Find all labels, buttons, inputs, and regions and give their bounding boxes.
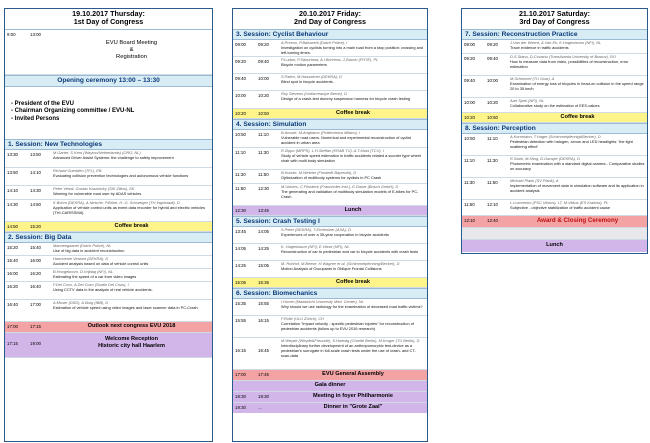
row-content — [508, 76, 647, 97]
table-row — [462, 156, 647, 178]
row-end: 16:45 — [258, 347, 269, 353]
spacer-cell — [462, 228, 647, 239]
award-end: 12:40 — [487, 217, 498, 223]
row-author: R.Zippo (MRPS), L.H.Steffan (KRAB TU), A.T.Mukt (TCU), I — [281, 147, 384, 153]
row-end: 11:30 — [487, 157, 498, 163]
break-end: 15:35 — [258, 279, 269, 285]
dinner-label: Dinner in "Grote Zaal" — [323, 403, 383, 410]
day2-header — [233, 9, 427, 29]
assembly-start: 17:00 — [235, 371, 246, 377]
row-start: 11:10 — [464, 157, 475, 163]
row-author: K.Bohm (DEKRA), A.Nesche, P.Brine, H.-G. Schweiger (TH Ingolstadt), D — [53, 199, 180, 205]
row-author: M.Unbers, C.Ptosteck (Fraunhofer-Inst.), E.Dauer (Bosch GmbH), D — [281, 183, 399, 189]
table-row — [233, 148, 427, 170]
row-end: 11:10 — [487, 135, 498, 141]
row-start: 11:50 — [464, 201, 475, 207]
row-title: Evaluating collision prevention technologies and autonomous vehicle functions — [53, 172, 189, 178]
row-title: Experiences of over a 35-year cooperation in bicycle accidents — [281, 231, 389, 237]
row-start: 16:15 — [235, 347, 246, 353]
break-label: Coffee break — [336, 109, 370, 116]
row-content — [279, 184, 427, 205]
dinner-row — [233, 403, 427, 413]
row-end: 14:50 — [30, 201, 41, 207]
break-end: 15:20 — [30, 223, 41, 229]
award-label: Award & Closing Ceremony — [536, 216, 619, 224]
day2-title: 2nd Day of Congress — [294, 17, 366, 27]
row-start: 14:30 — [7, 201, 18, 207]
row-author: Roy Stevens (Unifacreaulye Berne), D — [281, 90, 347, 96]
row-author: Richard Gueriden (TFL), EB — [53, 167, 102, 173]
row-content — [508, 134, 647, 155]
row-author: B.Hoogeboom, D.Vrijdag (NFI), NL — [53, 268, 114, 274]
welcome-item-0: - President of the EVU — [11, 100, 75, 107]
dinner-end: ... — [258, 404, 262, 410]
table-row — [233, 57, 427, 74]
row-start: 11:30 — [464, 179, 475, 185]
row-start: 10:50 — [464, 135, 475, 141]
table-row — [5, 200, 212, 222]
row-title: Vulnerable road users. Numerical and experimental reconstruction of cyclist accident in urban area — [281, 134, 412, 145]
lunch-label: Lunch — [344, 206, 362, 213]
table-row — [462, 76, 647, 98]
row-author: A.Moser (DSD), A.Burg (IBB), D — [53, 299, 109, 305]
row-title: Examination of energy loss of bicycles in head-on collision in the speed range 20 to 35 km/h — [510, 80, 644, 91]
row-start: 10:00 — [235, 92, 246, 98]
board-row — [5, 29, 212, 75]
session8-title: 8. Session: Perception — [462, 123, 647, 134]
row-content — [51, 186, 212, 199]
session6-title: 6. Session: Biomechanics — [233, 288, 427, 299]
row-title: How to measure data from video, possibilities of reconstruction, error estimation — [510, 58, 629, 69]
coffee-break-row — [5, 222, 212, 232]
row-author: M.Garter, S.Kern (Waymo/Netherlands) (ORG, NL) — [53, 149, 141, 155]
row-author: M.Weyde (Weyde&Freunde), S.Hartwig (Charité Berlin), M.Kruger (TU Berlin), D — [281, 337, 420, 343]
opening-ceremony: Opening ceremony 13:00 – 13:30 — [5, 75, 212, 87]
row-author: Mannengaanel (Dutch Police), NL — [53, 242, 112, 248]
break-label: Coffee break — [336, 278, 370, 285]
lunch-row — [233, 206, 427, 216]
row-content — [51, 269, 212, 281]
row-title: Investigation on cyclists turning into a main road from a stop position: crossing and left-turning times. — [281, 44, 424, 55]
row-title: Design of a crash-test dummy suspension harness for bicycle crash testing — [281, 95, 411, 101]
row-author: Aart Spek (NFI), NL — [510, 97, 545, 103]
session7-title: 7. Session: Reconstruction Practice — [462, 29, 647, 40]
row-start: 14:05 — [235, 245, 246, 251]
outlook-start: 17:00 — [7, 323, 18, 329]
table-row — [462, 40, 647, 54]
table-row — [233, 261, 427, 278]
row-start: 13:45 — [235, 228, 246, 234]
row-title: Why should we use radiology for the examination of deceased road traffic victims? — [281, 303, 423, 309]
row-end: 16:00 — [30, 257, 41, 263]
break-start: 15:05 — [235, 279, 246, 285]
assembly-row — [233, 370, 427, 381]
row-end: 13:50 — [30, 151, 41, 157]
table-row — [5, 282, 212, 300]
row-author: Michael Plank (SV Plank), A — [510, 177, 559, 183]
lunch-end: 13:45 — [258, 207, 269, 213]
row-end: 16:20 — [30, 270, 41, 276]
spacer-row — [462, 228, 647, 240]
row-title: Motion Analysis of Occupants in Oblique Frontal Collisions — [281, 265, 382, 271]
row-start: 09:40 — [464, 77, 475, 83]
dinner-start: 19:30 — [235, 404, 246, 410]
row-start: 14:10 — [7, 187, 18, 193]
row-title: Pedestrian detection with halogen, xenon and LED headlights: 'the light scattering effect' — [510, 138, 633, 149]
session2-title: 2. Session: Big Data — [5, 232, 212, 243]
row-title: Interdisciplinary further development of an anthropomorphic test-device as a pedestrian's surrogate in full-scale crash tests under the use of crash- and CT-scan-data — [281, 342, 416, 358]
day1-column — [4, 8, 213, 442]
day3-date: 21.10.2017 Saturday: — [518, 9, 591, 18]
session5-title: 5. Session: Crash Testing I — [233, 216, 427, 227]
row-end: 10:20 — [258, 92, 269, 98]
row-content — [508, 178, 647, 199]
row-start: 09:00 — [235, 41, 246, 47]
table-row — [5, 150, 212, 168]
reception-start: 17:15 — [7, 340, 18, 346]
row-content — [51, 243, 212, 255]
row-title: Study of vehicle speed estimation in traffic accidents related a scooter type wheel chair with multi body simulation — [281, 152, 421, 163]
table-row — [462, 200, 647, 216]
award-row — [462, 216, 647, 228]
board-start: 9:00 — [7, 31, 16, 37]
row-title: Subjective - objective stabilization of traffic accident cause — [510, 204, 611, 210]
row-author: I.Hoven (Maastricht University Med. Center), NL — [281, 298, 364, 304]
board-end: 13:00 — [30, 31, 41, 37]
row-author: Harmoenie Veasen (DEKRA), D — [53, 255, 109, 261]
row-content — [508, 54, 647, 75]
day3-header — [462, 9, 647, 29]
row-end: 15:40 — [30, 244, 41, 250]
row-start: 15:35 — [235, 300, 246, 306]
row-start: 10:50 — [235, 131, 246, 137]
row-content — [279, 148, 427, 169]
row-author: Peter Vertal, Gustav Kasanicky (SIK Zilina), SK — [53, 185, 135, 191]
table-row — [233, 130, 427, 148]
session4-title: 4. Session: Simulation — [233, 119, 427, 130]
table-row — [233, 74, 427, 91]
row-end: 09:40 — [258, 58, 269, 64]
row-title: Accident analysis based on data of vehicle control units — [53, 260, 149, 266]
row-content — [279, 227, 427, 243]
break-start: 10:20 — [235, 110, 246, 116]
row-end: 16:15 — [258, 317, 269, 323]
row-start: 15:40 — [7, 257, 18, 263]
row-title: Use of big data in accident reconstruction — [53, 247, 125, 253]
row-author: M.Schimmel (TU Graz), A — [510, 75, 555, 81]
table-row — [233, 40, 427, 57]
outlook-end: 17:15 — [30, 323, 41, 329]
row-end: 14:10 — [30, 169, 41, 175]
board-line2: & — [129, 46, 134, 53]
row-title: Estimation of vehicle speed using video images and laser scanner data in PC-Crash — [53, 304, 198, 310]
row-end: 12:30 — [258, 185, 269, 191]
row-content — [51, 282, 212, 299]
row-start: 09:40 — [235, 75, 246, 81]
welcome-list — [5, 87, 212, 139]
break-label: Coffee break — [560, 113, 595, 120]
row-author: F.Del Coco, A.Del Cozo (Studio Del Cozo), I — [53, 281, 129, 287]
outlook-label: Outlook next congress EVU 2018 — [87, 322, 176, 329]
row-content — [279, 299, 427, 315]
row-start: 11:10 — [235, 149, 246, 155]
row-end: 10:00 — [258, 75, 269, 81]
reception-cell — [51, 333, 212, 357]
reception-line2: Historic city hall Haarlem — [98, 342, 165, 349]
row-author: P.Ludan, P.Sahuriana, A.I.Borcena, J.Zobolo (FHTE), PL — [281, 56, 379, 62]
row-content — [279, 338, 427, 369]
row-content — [51, 150, 212, 167]
table-row — [5, 269, 212, 282]
row-start: 11:50 — [235, 185, 246, 191]
row-content — [508, 156, 647, 177]
day3-title: 3rd Day of Congress — [519, 17, 590, 27]
row-start: 09:00 — [464, 41, 475, 47]
coffee-break-row — [462, 113, 647, 123]
break-end: 10:50 — [487, 114, 498, 120]
day1-date: 19.10.2017 Thursday: — [72, 9, 145, 18]
row-content — [51, 256, 212, 268]
break-label: Coffee break — [114, 222, 149, 229]
table-row — [5, 186, 212, 200]
gala-row — [233, 381, 427, 392]
row-content — [279, 40, 427, 56]
table-row — [233, 91, 427, 109]
row-start: 13:50 — [7, 169, 18, 175]
coffee-break-row — [233, 278, 427, 288]
lunch-label: Lunch — [546, 241, 563, 248]
break-start: 10:20 — [464, 114, 475, 120]
outlook-row — [5, 322, 212, 333]
row-start: 16:00 — [7, 270, 18, 276]
row-author: J.Van der Weerd, A.Van Ek, K.Hogenboom (NFI), NL — [510, 39, 602, 45]
row-title: Using CCTV data in the analysis of real vehicle accidents. — [53, 286, 153, 292]
row-start: 15:20 — [7, 244, 18, 250]
row-title: Optimization of multibody systems for cyclists in PC Crash — [281, 174, 382, 180]
table-row — [462, 54, 647, 76]
row-author: B.Kutzke, M.Wetzler (Finsterlit Bayreuth), D — [281, 169, 357, 175]
welcome-item-1: - Chairman Organizing committee / EVU-NL — [11, 108, 135, 115]
row-content — [508, 98, 647, 112]
row-author: D.S.Stanu, D.Covaciu (Transilvania University of Brasov), RO — [510, 53, 616, 59]
row-start: 09:20 — [464, 55, 475, 61]
row-author: A.Prevoo, P.Balsoretti (Dutch Police), I — [281, 39, 348, 45]
row-end: 14:25 — [258, 245, 269, 251]
row-start: 10:00 — [464, 99, 475, 105]
day2-date: 20.10.2017 Friday: — [299, 9, 361, 18]
row-content — [279, 170, 427, 183]
board-line3: Registration — [116, 53, 147, 60]
row-author: L.Lozorenko (PSC Vilnius), LT, M.Vitkus (ES Kraków), PL — [510, 199, 609, 205]
break-end: 10:50 — [258, 110, 269, 116]
table-row — [5, 256, 212, 269]
row-title: Application of vehicle control units as event data recorder for hybrid and electric vehicles (THI-CARISSMA) — [53, 204, 206, 215]
welcome-item-2: - Invited Persons — [11, 116, 60, 122]
row-content — [279, 130, 427, 147]
day1-header — [5, 9, 212, 29]
row-author: S.Peter (DEKRA), T.Eichholzer (AXA), D — [281, 226, 351, 232]
row-author: M. Rohhof, M.Beese, H.Wagner et al. (Schimmelpfenning/Becker), D — [281, 260, 400, 266]
row-end: 11:30 — [258, 149, 269, 155]
row-end: 15:55 — [258, 300, 269, 306]
row-content — [508, 200, 647, 215]
table-row — [5, 168, 212, 186]
row-author: A.Kornmann, T.Hager (Schimmelpfennig&Becker), D — [510, 133, 601, 139]
award-start: 12:10 — [464, 217, 475, 223]
row-author: S.Paten, M.Hasselmer (DEKRA), D — [281, 73, 342, 79]
board-cell — [51, 30, 212, 74]
table-row — [233, 184, 427, 206]
row-title: The generating and validation of multibody simulation models of E-bikes for PC-Crash — [281, 188, 419, 199]
row-start: 13:30 — [7, 151, 18, 157]
row-title: Collaborative study on the estimation of EES-values — [510, 102, 600, 108]
row-start: 11:30 — [235, 171, 246, 177]
table-row — [462, 134, 647, 156]
row-end: 11:10 — [258, 131, 269, 137]
table-row — [5, 243, 212, 256]
row-end: 14:30 — [30, 187, 41, 193]
row-end: 16:40 — [30, 283, 41, 289]
table-row — [233, 244, 427, 261]
table-row — [462, 178, 647, 200]
session1-title: 1. Session: New Technologies — [5, 139, 212, 150]
row-end: 10:00 — [487, 77, 498, 83]
break-start: 14:50 — [7, 223, 18, 229]
row-content — [508, 40, 647, 53]
row-end: 12:10 — [487, 201, 498, 207]
assembly-end: 17:45 — [258, 371, 269, 377]
row-author: F.Rolle (ULU Zürich), CH — [281, 315, 324, 321]
reception-row — [5, 333, 212, 358]
table-row — [5, 300, 212, 322]
lunch-row — [462, 240, 647, 252]
table-row — [233, 338, 427, 370]
row-end: 09:40 — [487, 55, 498, 61]
row-start: 09:20 — [235, 58, 246, 64]
row-end: 11:50 — [487, 179, 498, 185]
row-content — [279, 261, 427, 277]
row-content — [51, 300, 212, 321]
table-row — [233, 299, 427, 316]
row-title: Advanced Driver Assist Systems: the challenge to safety improvement — [53, 154, 174, 160]
row-title: Blind spot in bicycle accidents. — [281, 78, 334, 84]
row-author: R.Stark, M.Kling, D.Gansjer (DEKRA), D — [510, 155, 580, 161]
row-end: 11:50 — [258, 171, 269, 177]
row-content — [279, 57, 427, 73]
row-author: K. Hagenbaum (NFI), E.Hisse (NFI), NL — [281, 243, 350, 249]
row-start: 16:40 — [7, 301, 18, 307]
row-title: Bicycle motion parameters — [281, 61, 327, 67]
table-row — [233, 316, 427, 338]
row-title: Trace evidence in traffic accidents — [510, 44, 569, 50]
row-end: 09:20 — [258, 41, 269, 47]
table-row — [233, 170, 427, 184]
row-title: Reconstruction of car to pedestrian and car to bicycle accidents with crash tests — [281, 248, 419, 254]
row-content — [279, 91, 427, 108]
row-content — [51, 200, 212, 221]
row-title: Correlation "impact velocity - specific pedestrian injuries" for reconstruction of pedestrian accidents (follow up to EVU 2016 research) — [281, 320, 414, 331]
row-title: Implementation of movement data in simulation software and its application in accident analysis — [510, 182, 644, 193]
meeting-end: 19:30 — [258, 393, 269, 399]
row-title: Photometric examination with a standard digital camera - Comparative studies on accuracy — [510, 160, 645, 171]
row-author: B.Anozie, M.Angrlamo (Politechnica Milano), I — [281, 129, 361, 135]
row-end: 14:05 — [258, 228, 269, 234]
board-line1: EVU Board Meeting — [105, 39, 158, 46]
reception-line1: Welcome Reception — [104, 335, 159, 342]
row-end: 15:05 — [258, 262, 269, 268]
row-start: 14:25 — [235, 262, 246, 268]
day1-title: 1st Day of Congress — [73, 17, 144, 27]
meeting-label: Meeting in foyer Philharmonie — [313, 392, 393, 399]
reception-end: 19:00 — [30, 340, 41, 346]
row-start: 16:20 — [7, 283, 18, 289]
day3-column — [461, 8, 648, 254]
row-end: 09:20 — [487, 41, 498, 47]
row-content — [279, 316, 427, 337]
lunch-start: 12:30 — [235, 207, 246, 213]
row-start: 15:55 — [235, 317, 246, 323]
day2-column — [232, 8, 428, 442]
row-end: 17:00 — [30, 301, 41, 307]
row-title: Estimating the speed of a car from video images — [53, 273, 137, 279]
row-content — [279, 74, 427, 90]
row-content — [279, 244, 427, 260]
meeting-start: 18:30 — [235, 393, 246, 399]
row-content — [51, 168, 212, 185]
table-row — [233, 227, 427, 244]
gala-label: Gala dinner — [314, 381, 346, 388]
assembly-label: EVU General Assembly — [322, 370, 384, 377]
session3-title: 3. Session: Cyclist Behaviour — [233, 29, 427, 40]
meeting-row — [233, 392, 427, 403]
row-title: Warning for vulnerable road user by ADAS vehicles — [53, 190, 142, 196]
coffee-break-row — [233, 109, 427, 119]
row-end: 10:20 — [487, 99, 498, 105]
table-row — [462, 98, 647, 113]
